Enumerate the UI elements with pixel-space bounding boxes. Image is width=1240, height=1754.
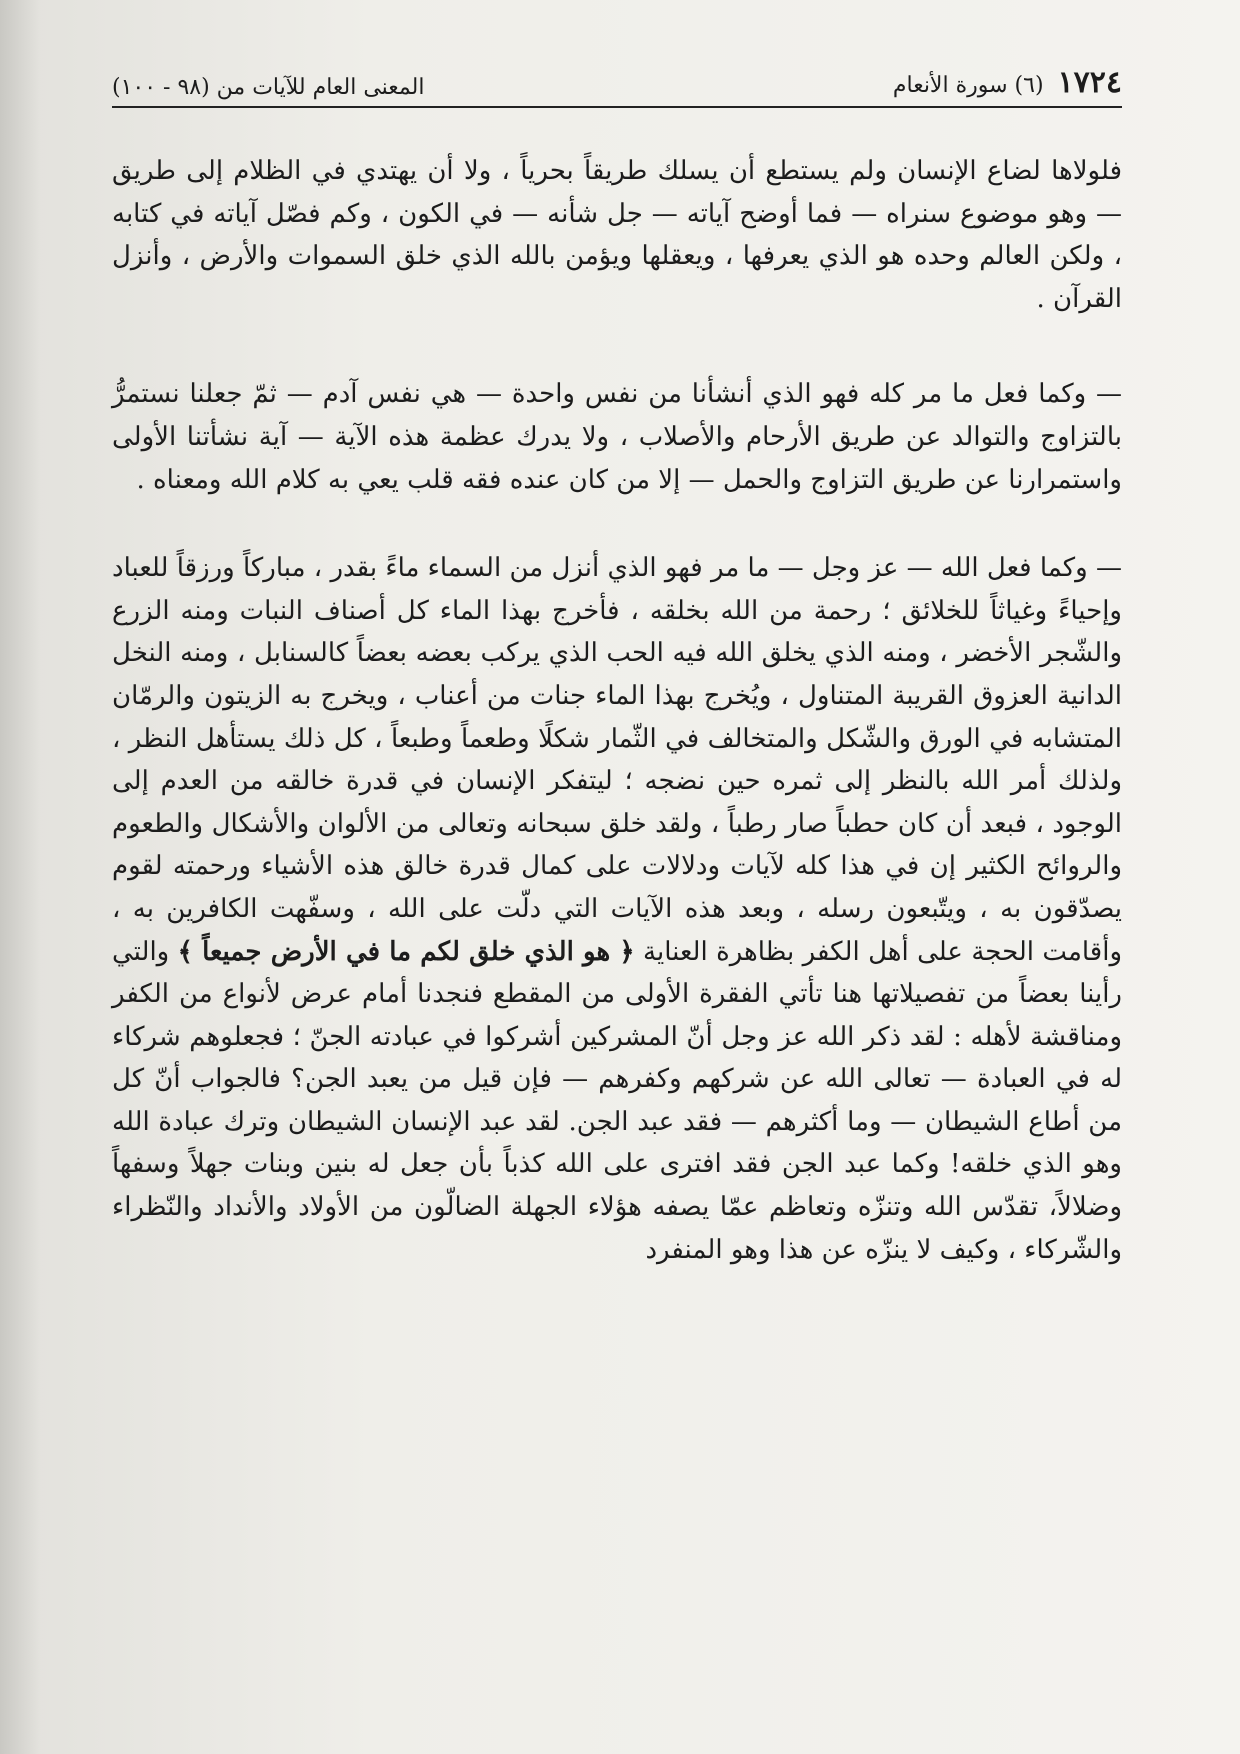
running-header bbox=[112, 62, 1122, 108]
paragraph-3-before-quote: — وكما فعل الله — عز وجل — ما مر فهو الذي أنزل من السماء ماءً بقدر ، مباركاً ورزقاً للعباد وإحياءً وغياثاً للخلائق ؛ رحمة من الله بخلقه ، فأخرج بهذا الماء كل أصناف النبات ومنه الزرع والشّجر الأخضر ، ومنه الذي يخلق الله فيه الحب الذي يركب بعضه بعضاً كالسنابل ، ومنه النخل الدانية العزوق القريبة المتناول ، ويُخرج بهذا الماء جنات من أعناب ، ويخرج به الزيتون والرمّان المتشابه في الورق والشّكل والمتخالف في الثّمار شكلًا وطعماً وطبعاً ، كل ذلك يستأهل النظر ، ولذلك أمر الله بالنظر إلى ثمره حين نضجه ؛ ليتفكر الإنسان في قدرة خالقه من العدم إلى الوجود ، فبعد أن كان حطباً صار رطباً ، ولقد خلق سبحانه وتعالى من الألوان والأشكال والطعوم والروائح الكثير إن في هذا كله لآيات ودلالات على كمال قدرة خالق هذه الأشياء ورحمته لقوم يصدّقون به ، ويتّبعون رسله ، وبعد هذه الآيات التي دلّت على الله ، وسفّهت الكافرين به ، وأقامت الحجة على أهل الكفر بظاهرة العناية bbox=[112, 553, 1122, 967]
spine-shadow bbox=[0, 0, 40, 1754]
paragraph-2: — وكما فعل ما مر كله فهو الذي أنشأنا من نفس واحدة — هي نفس آدم — ثمّ جعلنا نستمرُّ بالتزاوج والتوالد عن طريق الأرحام والأصلاب ، ولا يدرك عظمة هذه الآية — آية نشأتنا الأولى واستمرارنا عن طريق التزاوج والحمل — إلا من كان عنده فقه قلب يعي به كلام الله ومعناه . bbox=[112, 379, 1122, 495]
surah-label: (٦) سورة الأنعام bbox=[892, 73, 1044, 98]
paragraph-3-after-quote: والتي رأينا بعضاً من تفصيلاتها هنا تأتي الفقرة الأولى من المقطع فنجدنا أمام عرض لأنواع من الكفر ومناقشة لأهله : لقد ذكر الله عز وجل أنّ المشركين أشركوا في عبادته الجنّ ؛ فجعلوهم شركاء له في العبادة — تعالى الله عن شركهم وكفرهم — فإن قيل من يعبد الجن؟ فالجواب أنّ كل من أطاع الشيطان — وما أكثرهم — فقد عبد الجن. لقد عبد الإنسان الشيطان وترك عبادة الله وهو الذي خلقه! وكما عبد الجن فقد افترى على الله كذباً بأن جعل له بنين وبنات جهلاً وسفهاً وضلالاً، تقدّس الله وتنزّه وتعاظم عمّا يصفه هؤلاء الجهلة الضالّون من الأولاد والأنداد والنّظراء والشّركاء ، وكيف لا ينزّه عن هذا وهو المنفرد bbox=[112, 936, 1122, 1265]
page-body bbox=[112, 150, 1122, 1714]
section-title: المعنى العام للآيات من (٩٨ - ١٠٠) bbox=[112, 75, 425, 100]
header-right bbox=[893, 65, 1122, 100]
quran-quote: ﴿ هو الذي خلق لكم ما في الأرض جميعاً ﴾ bbox=[177, 936, 635, 967]
paragraph-3 bbox=[112, 547, 1122, 1271]
page-number: ١٧٢٤ bbox=[1057, 65, 1122, 100]
paragraph-1: فلولاها لضاع الإنسان ولم يستطع أن يسلك طريقاً بحرياً ، ولا أن يهتدي في الظلام إلى طريق — وهو موضوع سنراه — فما أوضح آياته — جل شأنه — في الكون ، وكم فصّل آياته في كتابه ، ولكن العالم وحده هو الذي يعرفها ، ويعقلها ويؤمن بالله الذي خلق السموات والأرض ، وأنزل القرآن . bbox=[112, 156, 1122, 314]
